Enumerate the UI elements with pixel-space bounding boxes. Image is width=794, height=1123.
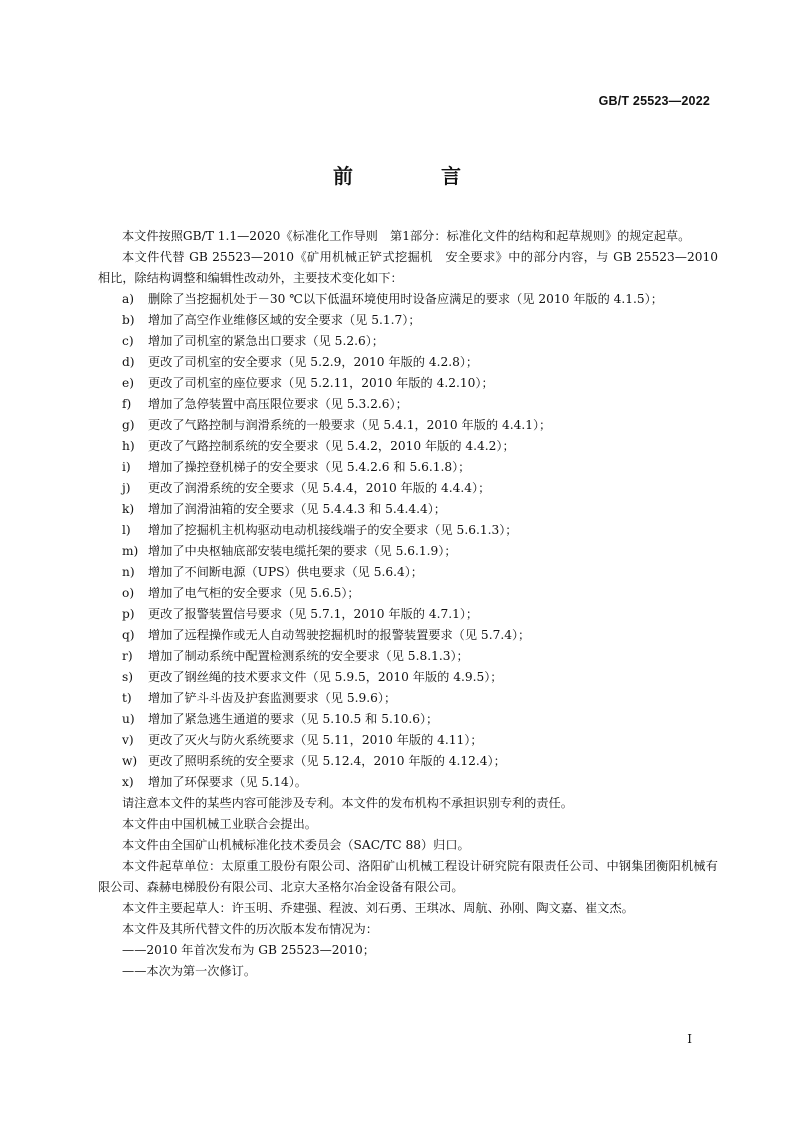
list-marker: w) xyxy=(122,754,138,768)
list-marker: k) xyxy=(122,502,135,516)
change-list-item xyxy=(98,310,718,331)
standard-code: GB/T 25523—2022 xyxy=(598,94,710,108)
change-list-item xyxy=(98,583,718,604)
change-list-item xyxy=(98,667,718,688)
paragraph-drafters: 本文件主要起草人：许玉明、乔建强、程波、刘石勇、王琪冰、周航、孙刚、陶文嘉、崔文杰。 xyxy=(122,901,634,915)
list-item-text: 增加了高空作业维修区域的安全要求（见 5.1.7）； xyxy=(148,313,421,327)
list-item-text: 更改了报警装置信号要求（见 5.7.1，2010 年版的 4.7.1）； xyxy=(148,607,479,621)
paragraph-committee: 本文件由全国矿山机械标准化技术委员会（SAC/TC 88）归口。 xyxy=(122,838,470,852)
list-marker: x) xyxy=(122,775,134,789)
change-list-item xyxy=(98,394,718,415)
list-item-text: 删除了当挖掘机处于－30 ℃以下低温环境使用时设备应满足的要求（见 2010 年版的 4.1.5）； xyxy=(148,292,663,306)
page-title: 前 言 xyxy=(333,164,495,188)
list-marker: g) xyxy=(122,418,135,432)
history-item: ——本次为第一次修订。 xyxy=(122,964,257,978)
change-list-item xyxy=(98,541,718,562)
list-marker: j) xyxy=(122,481,131,495)
list-item-text: 增加了操控登机梯子的安全要求（见 5.4.2.6 和 5.6.1.8）； xyxy=(148,460,471,474)
list-marker: a) xyxy=(122,292,135,306)
list-marker: n) xyxy=(122,565,135,579)
change-list-item xyxy=(98,499,718,520)
list-marker: h) xyxy=(122,439,135,453)
change-list-item xyxy=(98,730,718,751)
paragraph-patent-notice: 请注意本文件的某些内容可能涉及专利。本文件的发布机构不承担识别专利的责任。 xyxy=(122,796,573,810)
list-item-text: 增加了挖掘机主机构驱动电动机接线端子的安全要求（见 5.6.1.3）； xyxy=(148,523,518,537)
change-list-item xyxy=(98,709,718,730)
list-item-text: 增加了电气柜的安全要求（见 5.6.5）； xyxy=(148,586,360,600)
list-marker: f) xyxy=(122,397,132,411)
paragraph-history-intro: 本文件及其所代替文件的历次版本发布情况为： xyxy=(122,922,378,936)
paragraph-proposer: 本文件由中国机械工业联合会提出。 xyxy=(122,817,317,831)
list-item-text: 增加了中央枢轴底部安装电缆托架的要求（见 5.6.1.9）； xyxy=(148,544,457,558)
list-item-text: 更改了气路控制与润滑系统的一般要求（见 5.4.1，2010 年版的 4.4.1）； xyxy=(148,418,552,432)
change-list-item xyxy=(98,772,718,793)
list-item-text: 更改了司机室的安全要求（见 5.2.9，2010 年版的 4.2.8）； xyxy=(148,355,479,369)
list-marker: m) xyxy=(122,544,139,558)
list-marker: c) xyxy=(122,334,134,348)
list-item-text: 增加了铲斗斗齿及护套监测要求（见 5.9.6）； xyxy=(148,691,397,705)
change-list-item xyxy=(98,751,718,772)
list-item-text: 增加了紧急逃生通道的要求（见 5.10.5 和 5.10.6）； xyxy=(148,712,439,726)
change-list-item xyxy=(98,436,718,457)
list-item-text: 增加了制动系统中配置检测系统的安全要求（见 5.8.1.3）； xyxy=(148,649,469,663)
list-marker: b) xyxy=(122,313,135,327)
list-item-text: 更改了照明系统的安全要求（见 5.12.4，2010 年版的 4.12.4）； xyxy=(148,754,506,768)
change-list-item xyxy=(98,331,718,352)
paragraph-replacement: 本文件代替 GB 25523—2010《矿用机械正铲式挖掘机 安全要求》中的部分内容，与 GB 25523—2010 相比，除结构调整和编辑性改动外，主要技术变化如下： xyxy=(98,250,718,285)
change-list-item xyxy=(98,562,718,583)
page-number: I xyxy=(687,1032,692,1046)
change-list-item xyxy=(98,478,718,499)
change-list-item xyxy=(98,289,718,310)
foreword-body xyxy=(98,226,718,982)
list-item-text: 更改了司机室的座位要求（见 5.2.11，2010 年版的 4.2.10）； xyxy=(148,376,494,390)
changes-list xyxy=(98,289,718,793)
list-marker: s) xyxy=(122,670,134,684)
paragraph-drafting-units: 本文件起草单位：太原重工股份有限公司、洛阳矿山机械工程设计研究院有限责任公司、中钢集团衡阳机械有限公司、森赫电梯股份有限公司、北京大圣格尔冶金设备有限公司。 xyxy=(98,859,718,894)
list-marker: p) xyxy=(122,607,135,621)
list-marker: q) xyxy=(122,628,135,642)
list-item-text: 增加了润滑油箱的安全要求（见 5.4.4.3 和 5.4.4.4）； xyxy=(148,502,446,516)
paragraph-drafting-rules: 本文件按照GB/T 1.1—2020《标准化工作导则 第1部分：标准化文件的结构和起草规则》的规定起草。 xyxy=(122,229,691,243)
list-marker: r) xyxy=(122,649,133,663)
list-marker: o) xyxy=(122,586,135,600)
list-marker: l) xyxy=(122,523,131,537)
list-item-text: 增加了环保要求（见 5.14）。 xyxy=(148,775,307,789)
list-item-text: 增加了司机室的紧急出口要求（见 5.2.6）； xyxy=(148,334,384,348)
list-marker: e) xyxy=(122,376,134,390)
list-marker: d) xyxy=(122,355,135,369)
change-list-item xyxy=(98,352,718,373)
list-item-text: 增加了远程操作或无人自动驾驶挖掘机时的报警装置要求（见 5.7.4）； xyxy=(148,628,531,642)
list-marker: i) xyxy=(122,460,131,474)
list-item-text: 增加了不间断电源（UPS）供电要求（见 5.6.4）； xyxy=(148,565,423,579)
change-list-item xyxy=(98,688,718,709)
list-marker: u) xyxy=(122,712,135,726)
list-marker: v) xyxy=(122,733,134,747)
history-item: ——2010 年首次发布为 GB 25523—2010； xyxy=(122,943,375,957)
change-list-item xyxy=(98,520,718,541)
change-list-item xyxy=(98,457,718,478)
list-item-text: 增加了急停装置中高压限位要求（见 5.3.2.6）； xyxy=(148,397,408,411)
change-list-item xyxy=(98,604,718,625)
list-item-text: 更改了润滑系统的安全要求（见 5.4.4，2010 年版的 4.4.4）； xyxy=(148,481,491,495)
list-item-text: 更改了钢丝绳的技术要求文件（见 5.9.5，2010 年版的 4.9.5）； xyxy=(148,670,503,684)
list-item-text: 更改了气路控制系统的安全要求（见 5.4.2，2010 年版的 4.4.2）； xyxy=(148,439,515,453)
list-marker: t) xyxy=(122,691,132,705)
list-item-text: 更改了灭火与防火系统要求（见 5.11，2010 年版的 4.11）； xyxy=(148,733,483,747)
change-list-item xyxy=(98,415,718,436)
change-list-item xyxy=(98,625,718,646)
change-list-item xyxy=(98,646,718,667)
change-list-item xyxy=(98,373,718,394)
